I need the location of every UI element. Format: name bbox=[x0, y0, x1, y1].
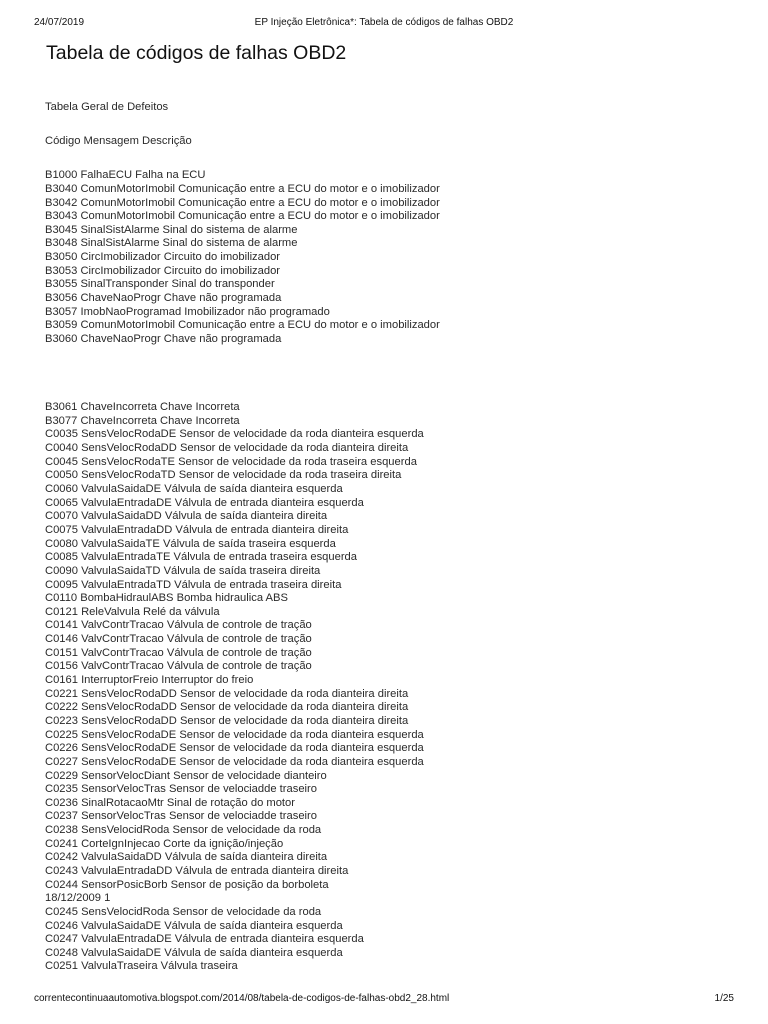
code-entry: C0161 InterruptorFreio Interruptor do freio bbox=[45, 674, 254, 687]
print-date: 24/07/2019 bbox=[34, 17, 85, 28]
print-document-title: EP Injeção Eletrônica*: Tabela de códigos de falhas OBD2 bbox=[254, 17, 514, 28]
code-entry: C0070 ValvulaSaidaDD Válvula de saída dianteira direita bbox=[45, 510, 328, 523]
code-entry: B3059 ComunMotorImobil Comunicação entre a ECU do motor e o imobilizador bbox=[45, 319, 440, 332]
code-entry: B3077 ChaveIncorreta Chave Incorreta bbox=[45, 414, 240, 427]
post-body bbox=[45, 101, 735, 974]
code-entry: B3048 SinalSistAlarme Sinal do sistema de alarme bbox=[45, 237, 298, 250]
code-entry: B3050 CircImobilizador Circuito do imobilizador bbox=[45, 251, 281, 264]
code-entry: C0060 ValvulaSaidaDE Válvula de saída dianteira esquerda bbox=[45, 483, 343, 496]
code-entry: B3042 ComunMotorImobil Comunicação entre a ECU do motor e o imobilizador bbox=[45, 196, 440, 209]
code-entry: C0225 SensVelocRodaDE Sensor de velocidade da roda dianteira esquerda bbox=[45, 728, 424, 741]
code-entry: C0241 CorteIgnInjecao Corte da ignição/injeção bbox=[45, 837, 284, 850]
code-entry: C0229 SensorVelocDiant Sensor de velocidade dianteiro bbox=[45, 769, 327, 782]
code-entry: B3057 ImobNaoProgramad Imobilizador não programado bbox=[45, 305, 330, 318]
code-entry: C0085 ValvulaEntradaTE Válvula de entrada traseira esquerda bbox=[45, 551, 357, 564]
code-entry: C0045 SensVelocRodaTE Sensor de velocidade da roda traseira esquerda bbox=[45, 455, 417, 468]
table-column-headers: Código Mensagem Descrição bbox=[45, 135, 192, 148]
code-entry: C0075 ValvulaEntradaDD Válvula de entrada dianteira direita bbox=[45, 523, 349, 536]
code-list-2 bbox=[45, 401, 735, 974]
code-entry: B3045 SinalSistAlarme Sinal do sistema de alarme bbox=[45, 223, 298, 236]
code-entry: 18/12/2009 1 bbox=[45, 892, 111, 905]
code-entry: C0156 ValvContrTracao Válvula de controle de tração bbox=[45, 660, 312, 673]
code-entry: C0095 ValvulaEntradaTD Válvula de entrada traseira direita bbox=[45, 578, 342, 591]
code-entry: C0246 ValvulaSaidaDE Válvula de saída dianteira esquerda bbox=[45, 919, 343, 932]
code-entry: C0243 ValvulaEntradaDD Válvula de entrada dianteira direita bbox=[45, 864, 349, 877]
code-entry: C0141 ValvContrTracao Válvula de controle de tração bbox=[45, 619, 312, 632]
code-entry: C0226 SensVelocRodaDE Sensor de velocidade da roda dianteira esquerda bbox=[45, 742, 424, 755]
code-entry: B3056 ChaveNaoProgr Chave não programada bbox=[45, 292, 282, 305]
code-entry: C0248 ValvulaSaidaDE Válvula de saída dianteira esquerda bbox=[45, 946, 343, 959]
code-entry: C0242 ValvulaSaidaDD Válvula de saída dianteira direita bbox=[45, 851, 328, 864]
code-entry: B1000 FalhaECU Falha na ECU bbox=[45, 169, 206, 182]
code-entry: C0236 SinalRotacaoMtr Sinal de rotação do motor bbox=[45, 796, 295, 809]
code-entry: C0080 ValvulaSaidaTE Válvula de saída traseira esquerda bbox=[45, 537, 336, 550]
code-entry: C0245 SensVelocidRoda Sensor de velocidade da roda bbox=[45, 905, 322, 918]
table-subtitle: Tabela Geral de Defeitos bbox=[45, 101, 169, 113]
code-entry: C0238 SensVelocidRoda Sensor de velocidade da roda bbox=[45, 824, 322, 837]
spacer bbox=[45, 347, 735, 402]
code-entry: C0121 ReleValvula Relé da válvula bbox=[45, 605, 220, 618]
code-entry: C0151 ValvContrTracao Válvula de controle de tração bbox=[45, 646, 312, 659]
code-entry: C0065 ValvulaEntradaDE Válvula de entrada dianteira esquerda bbox=[45, 496, 364, 509]
code-entry: B3053 CircImobilizador Circuito do imobilizador bbox=[45, 264, 281, 277]
print-footer bbox=[34, 993, 734, 1007]
code-entry: C0223 SensVelocRodaDD Sensor de velocidade da roda dianteira direita bbox=[45, 714, 409, 727]
code-entry: C0035 SensVelocRodaDE Sensor de velocidade da roda dianteira esquerda bbox=[45, 428, 424, 441]
code-entry: C0090 ValvulaSaidaTD Válvula de saída traseira direita bbox=[45, 564, 321, 577]
code-entry: C0146 ValvContrTracao Válvula de controle de tração bbox=[45, 633, 312, 646]
code-entry: C0050 SensVelocRodaTD Sensor de velocidade da roda traseira direita bbox=[45, 469, 402, 482]
code-entry: B3060 ChaveNaoProgr Chave não programada bbox=[45, 332, 282, 345]
code-list-1 bbox=[45, 169, 735, 346]
code-entry: C0040 SensVelocRodaDD Sensor de velocidade da roda dianteira direita bbox=[45, 442, 409, 455]
code-entry: C0221 SensVelocRodaDD Sensor de velocidade da roda dianteira direita bbox=[45, 687, 409, 700]
code-entry: B3040 ComunMotorImobil Comunicação entre a ECU do motor e o imobilizador bbox=[45, 182, 440, 195]
code-entry: B3055 SinalTransponder Sinal do transponder bbox=[45, 278, 275, 291]
page-title: Tabela de códigos de falhas OBD2 bbox=[46, 42, 347, 64]
code-entry: C0244 SensorPosicBorb Sensor de posição da borboleta bbox=[45, 878, 329, 891]
code-entry: B3061 ChaveIncorreta Chave Incorreta bbox=[45, 401, 240, 414]
code-entry: C0222 SensVelocRodaDD Sensor de velocidade da roda dianteira direita bbox=[45, 701, 409, 714]
code-entry: B3043 ComunMotorImobil Comunicação entre a ECU do motor e o imobilizador bbox=[45, 210, 440, 223]
code-entry: C0235 SensorVelocTras Sensor de velociadde traseiro bbox=[45, 783, 317, 796]
code-entry: C0227 SensVelocRodaDE Sensor de velocidade da roda dianteira esquerda bbox=[45, 755, 424, 768]
code-entry: C0251 ValvulaTraseira Válvula traseira bbox=[45, 960, 238, 973]
code-entry: C0247 ValvulaEntradaDE Válvula de entrada dianteira esquerda bbox=[45, 933, 364, 946]
code-entry: C0237 SensorVelocTras Sensor de velociadde traseiro bbox=[45, 810, 317, 823]
code-entry: C0110 BombaHidraulABS Bomba hidraulica ABS bbox=[45, 592, 288, 605]
page-number: 1/25 bbox=[714, 993, 734, 1004]
print-header bbox=[34, 17, 734, 31]
page-url: correntecontinuaautomotiva.blogspot.com/2014/08/tabela-de-codigos-de-falhas-obd2_28.html bbox=[34, 993, 450, 1004]
